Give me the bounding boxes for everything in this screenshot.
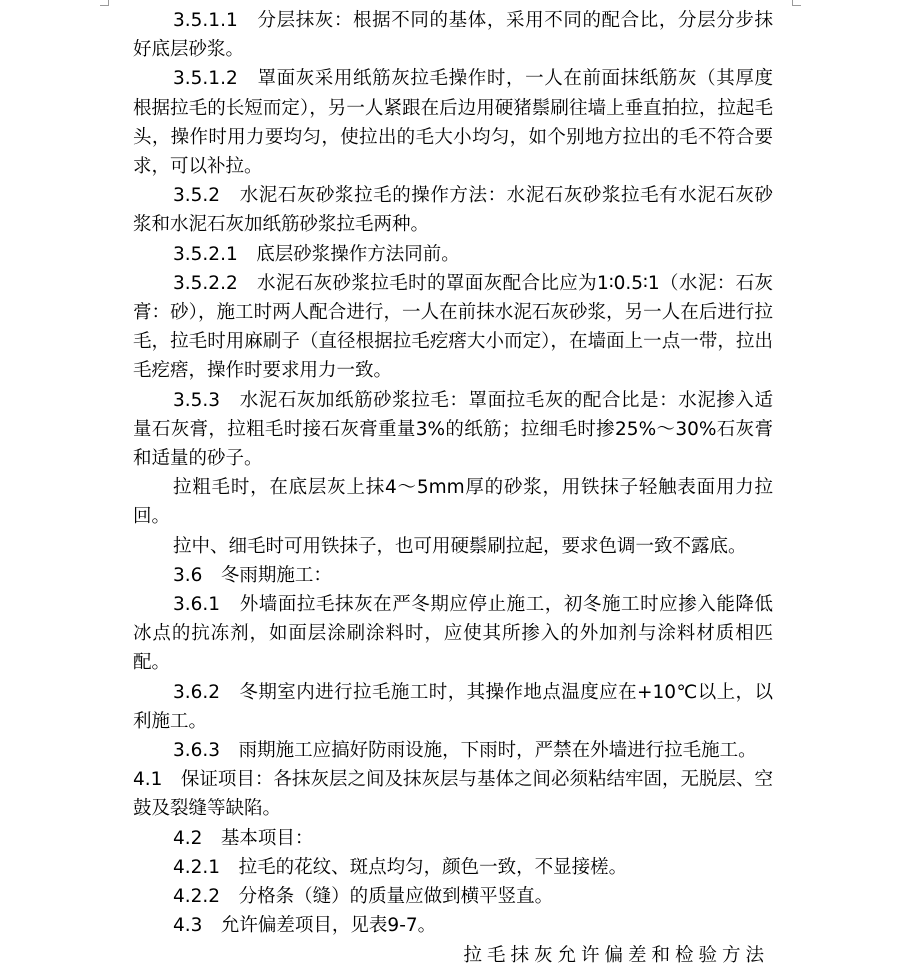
paragraph-4-3: 4.3 允许偏差项目，见表9-7。 [173,915,437,937]
heading-4-2: 4.2 基本项目： [173,827,314,849]
paragraph-3-5-2: 3.5.2 水泥石灰砂浆拉毛的操作方法：水泥石灰砂浆拉毛有水泥石灰砂浆和水泥石灰加纸筋砂浆拉毛两种。 [133,185,773,236]
paragraph-4-2-2: 4.2.2 分格条（缝）的质量应做到横平竖直。 [173,886,554,908]
paragraph-3-5-3: 3.5.3 水泥石灰加纸筋砂浆拉毛：罩面拉毛灰的配合比是：水泥掺入适量石灰膏，拉粗毛时接石灰膏重量3%的纸筋；拉细毛时掺25%～30%石灰膏和适量的砂子。 [133,389,773,470]
crop-mark-right-horizontal [793,5,801,6]
paragraph-3-6-3: 3.6.3 雨期施工应搞好防雨设施，下雨时，严禁在外墙进行拉毛施工。 [173,740,757,762]
paragraph-4-2-1: 4.2.1 拉毛的花纹、斑点均匀，颜色一致，不显接槎。 [173,856,628,878]
crop-mark-left [108,0,109,6]
paragraph-fine-hair: 拉中、细毛时可用铁抹子，也可用硬鬃刷拉起，要求色调一致不露底。 [173,535,747,557]
paragraph-3-5-1-2: 3.5.1.2 罩面灰采用纸筋灰拉毛操作时，一人在前面抹纸筋灰（其厚度根据拉毛的长短而定），另一人紧跟在后边用硬猪鬃刷往墙上垂直拍拉，拉起毛头，操作时用力要均匀，使拉出的毛大小均匀，如个别地方拉出的毛不符合要求，可以补拉。 [133,68,773,178]
heading-3-6: 3.6 冬雨期施工： [173,564,332,586]
document-body [133,6,773,970]
paragraph-3-6-1: 3.6.1 外墙面拉毛抹灰在严冬期应停止施工，初冬施工时应掺入能降低冰点的抗冻剂，如面层涂刷涂料时，应使其所掺入的外加剂与涂料材质相匹配。 [133,594,773,674]
paragraph-3-6-2: 3.6.2 冬期室内进行拉毛施工时，其操作地点温度应在+10℃以上，以利施工。 [133,681,773,732]
paragraph-3-5-2-1: 3.5.2.1 底层砂浆操作方法同前。 [173,243,460,265]
paragraph-coarse-hair: 拉粗毛时，在底层灰上抹4～5mm厚的砂浆，用铁抹子轻触表面用力拉回。 [133,477,773,528]
paragraph-4-1: 4.1 保证项目：各抹灰层之间及抹灰层与基体之间必须粘结牢固，无脱层、空鼓及裂缝等缺陷。 [133,769,773,820]
paragraph-3-5-2-2: 3.5.2.2 水泥石灰砂浆拉毛时的罩面灰配合比应为1∶0.5∶1（水泥：石灰膏：砂），施工时两人配合进行，一人在前抹水泥石灰砂浆，另一人在后进行拉毛，拉毛时用麻刷子（直径根据拉毛疙瘩大小而定），在墙面上一点一带，拉出毛疙瘩，操作时要求用力一致。 [133,272,773,382]
crop-mark-left-horizontal [100,5,108,6]
paragraph-3-5-1-1: 3.5.1.1 分层抹灰：根据不同的基体，采用不同的配合比，分层分步抹好底层砂浆。 [133,10,773,61]
table-title: 拉毛抹灰允许偏差和检验方法 [463,944,769,966]
